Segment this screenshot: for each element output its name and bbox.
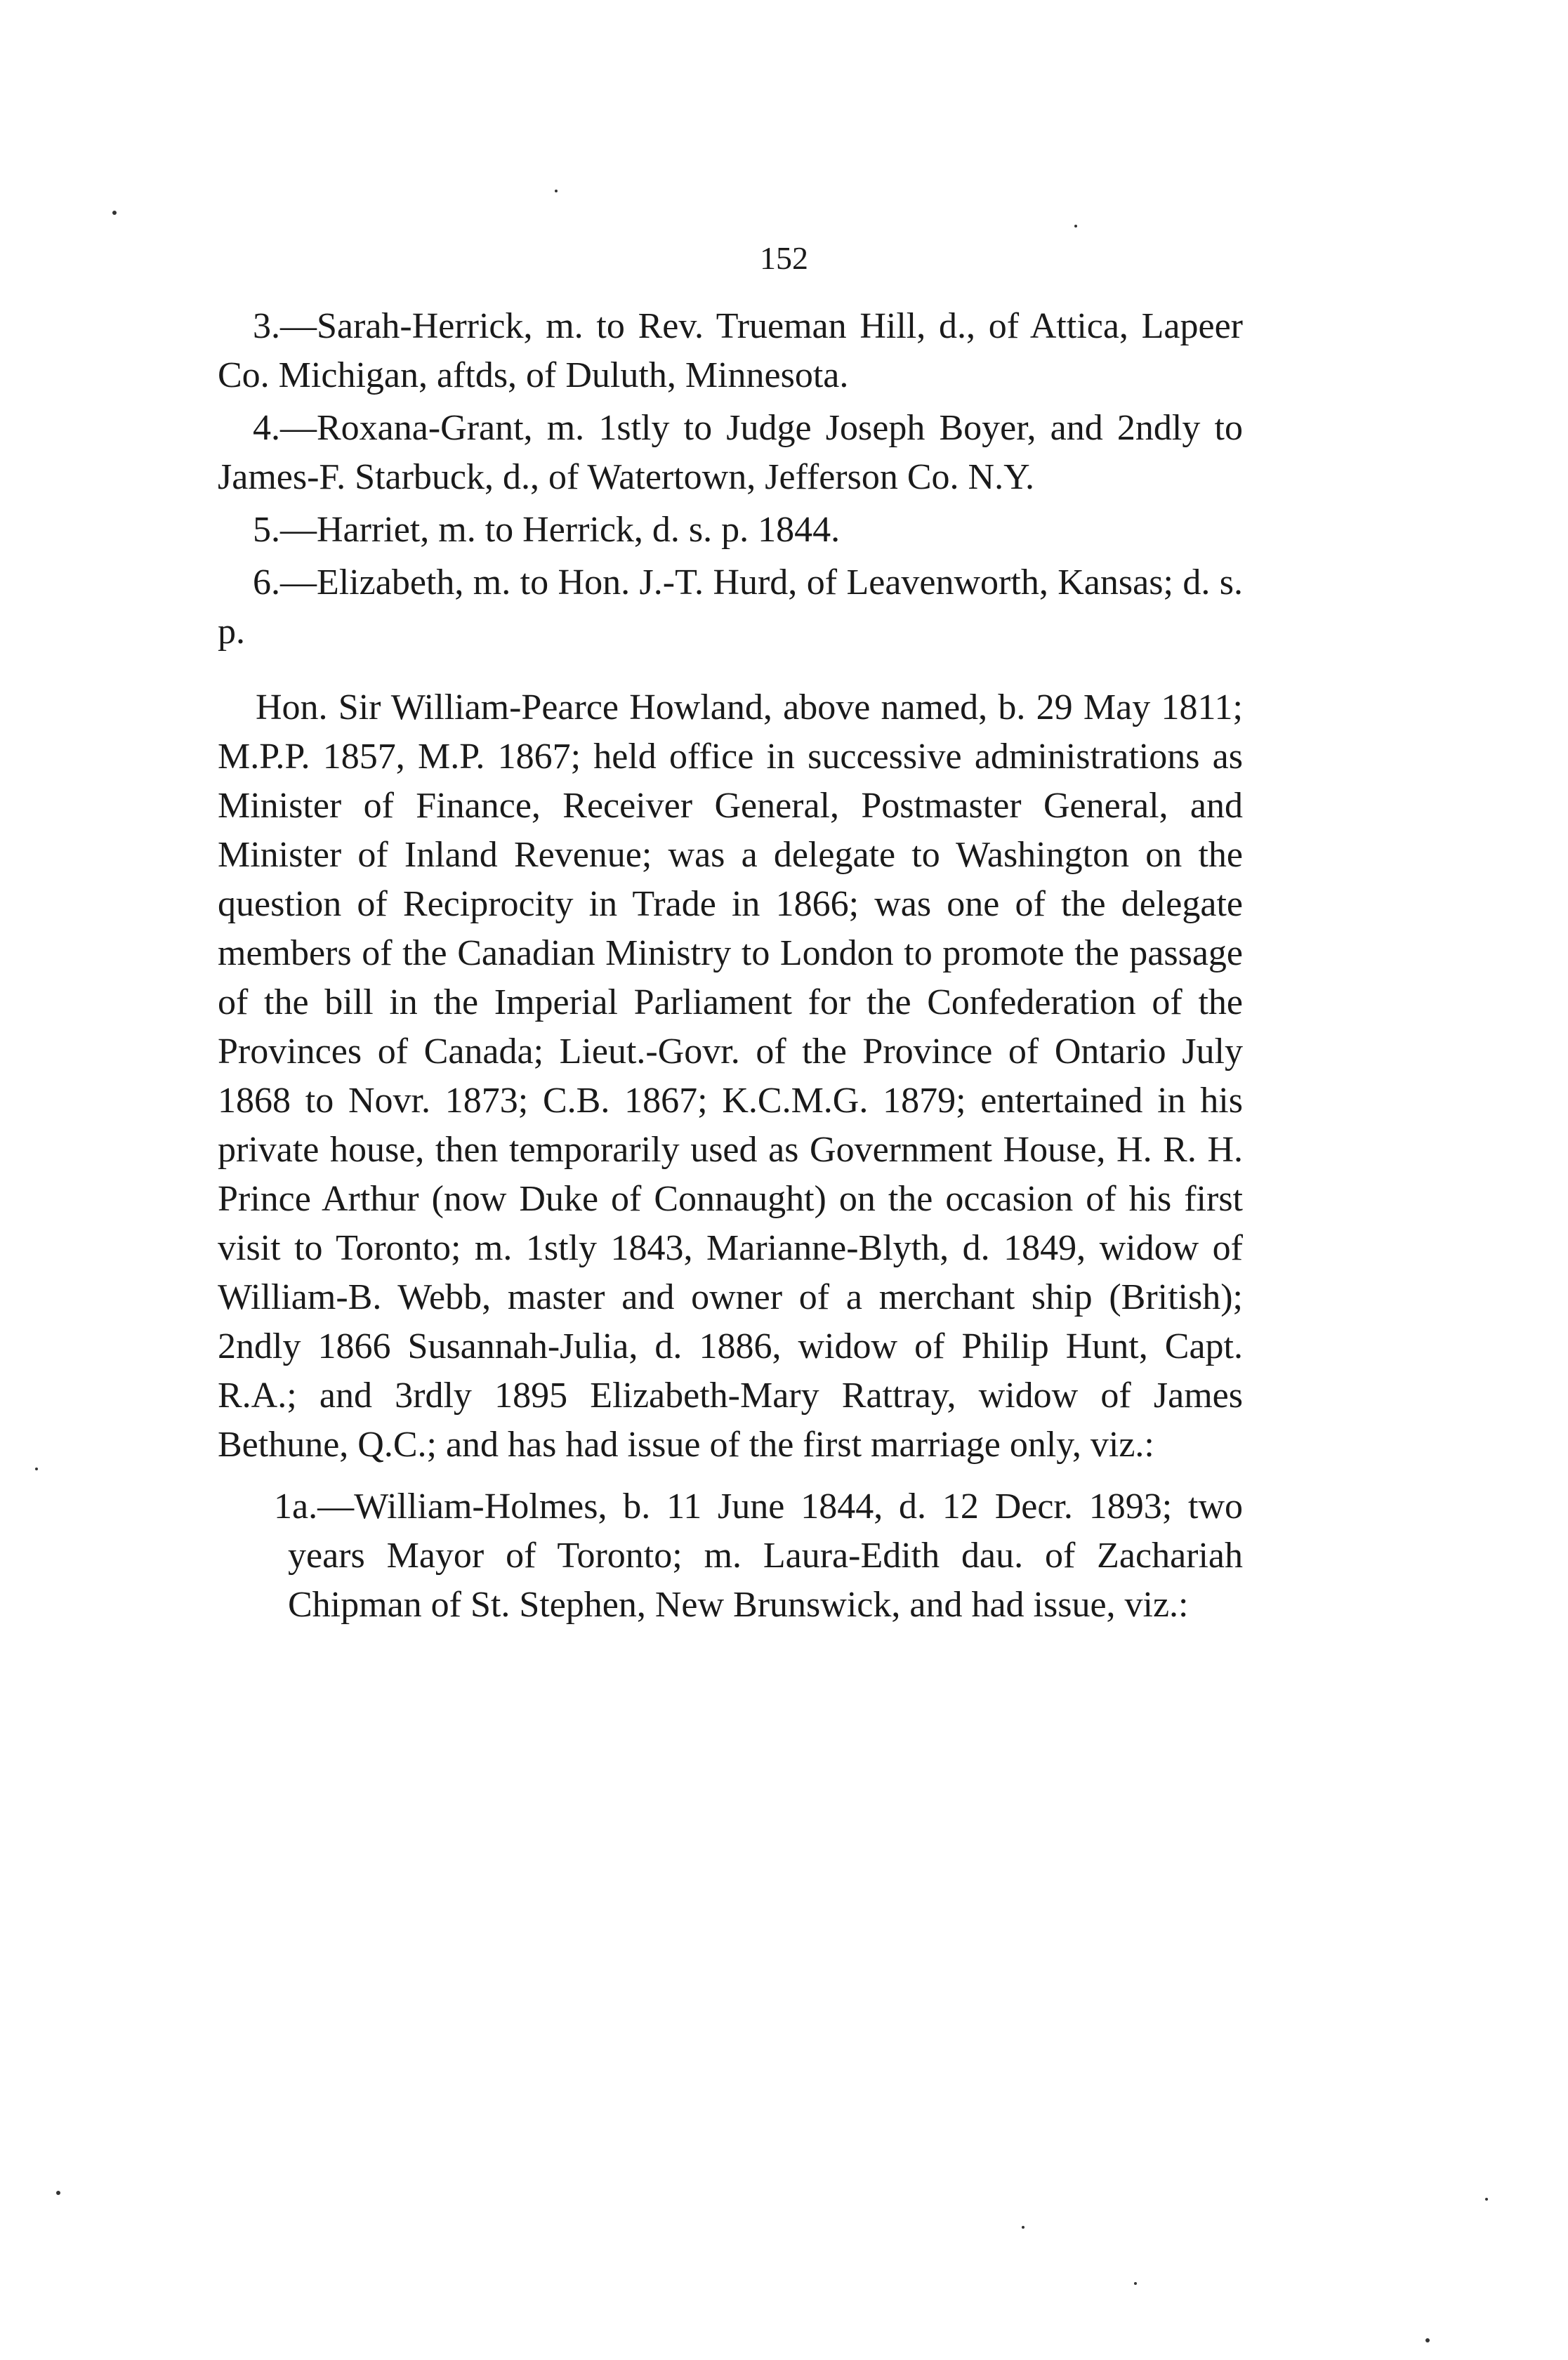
scan-speck bbox=[35, 1468, 38, 1470]
scan-speck bbox=[555, 190, 558, 192]
sub-entry-1a: 1a.—William-Holmes, b. 11 June 1844, d. 12 Decr. 1893; two years Mayor of Toronto; m. Laura-Edith dau. of Zachariah Chipman of St. Stephen, New Brunswick, and had issue, viz.: bbox=[274, 1486, 1243, 1625]
scan-speck bbox=[1425, 2338, 1430, 2342]
scan-speck bbox=[1134, 2282, 1137, 2285]
scan-speck bbox=[1074, 225, 1077, 228]
scan-speck bbox=[1485, 2198, 1488, 2201]
entry-3: 3.—Sarah-Herrick, m. to Rev. Trueman Hill, d., of Attica, Lapeer Co. Michigan, aftds, of Duluth, Minnesota. bbox=[218, 306, 1243, 395]
scan-speck bbox=[112, 211, 117, 215]
main-paragraph: Hon. Sir William-Pearce Howland, above named, b. 29 May 1811; M.P.P. 1857, M.P. 1867; held office in successive administrations as Minister of Finance, Receiver General, Postmaster General, and Minister of Inland Revenue; was a delegate to Washington on the question of Reciprocity in Trade in 1866; was one of the delegate members of the Canadian Ministry to London to promote the passage of the bill in the Imperial Parliament for the Confederation of the Provinces of Canada; Lieut.-Govr. of the Province of Ontario July 1868 to Novr. 1873; C.B. 1867; K.C.M.G. 1879; entertained in his private house, then temporarily used as Government House, H. R. H. Prince Arthur (now Duke of Connaught) on the occasion of his first visit to Toronto; m. 1stly 1843, Marianne-Blyth, d. 1849, widow of William-B. Webb, master and owner of a merchant ship (British); 2ndly 1866 Susannah-Julia, d. 1886, widow of Philip Hunt, Capt. R.A.; and 3rdly 1895 Elizabeth-Mary Rattray, widow of James Bethune, Q.C.; and has had issue of the first marriage only, viz.: bbox=[218, 687, 1243, 1465]
text-block bbox=[218, 302, 1243, 1630]
entry-6: 6.—Elizabeth, m. to Hon. J.-T. Hurd, of Leavenworth, Kansas; d. s. p. bbox=[218, 562, 1243, 652]
scan-speck bbox=[1022, 2226, 1025, 2229]
scan-speck bbox=[56, 2191, 60, 2195]
entry-4: 4.—Roxana-Grant, m. 1stly to Judge Joseph Boyer, and 2ndly to James-F. Starbuck, d., of Watertown, Jefferson Co. N.Y. bbox=[218, 408, 1243, 497]
entry-5: 5.—Harriet, m. to Herrick, d. s. p. 1844. bbox=[253, 510, 841, 550]
page-number: 152 bbox=[760, 240, 808, 276]
